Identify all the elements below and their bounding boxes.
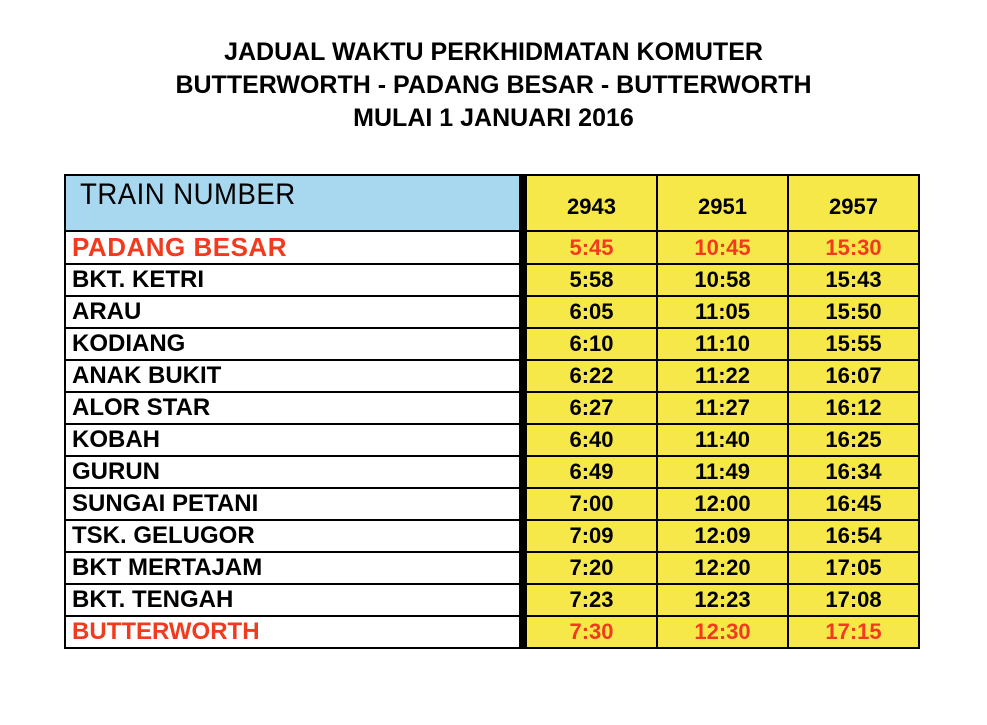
table-row xyxy=(65,520,919,552)
departure-time: 16:25 xyxy=(788,424,919,456)
station-name: KODIANG xyxy=(65,328,520,360)
title-line-3: MULAI 1 JANUARI 2016 xyxy=(353,104,634,132)
departure-time: 7:20 xyxy=(526,552,657,584)
departure-time: 15:30 xyxy=(788,231,919,264)
table-row xyxy=(65,584,919,616)
table-row xyxy=(65,456,919,488)
table-row xyxy=(65,328,919,360)
departure-time: 16:45 xyxy=(788,488,919,520)
table-row xyxy=(65,424,919,456)
departure-time: 15:43 xyxy=(788,264,919,296)
departure-time: 12:09 xyxy=(657,520,788,552)
departure-time: 17:08 xyxy=(788,584,919,616)
departure-time: 11:27 xyxy=(657,392,788,424)
station-name: BKT. KETRI xyxy=(65,264,520,296)
departure-time: 7:09 xyxy=(526,520,657,552)
departure-time: 11:49 xyxy=(657,456,788,488)
table-row xyxy=(65,360,919,392)
station-name: ARAU xyxy=(65,296,520,328)
station-name: KOBAH xyxy=(65,424,520,456)
station-name: BUTTERWORTH xyxy=(65,616,520,648)
departure-time: 5:58 xyxy=(526,264,657,296)
departure-time: 17:15 xyxy=(788,616,919,648)
departure-time: 7:23 xyxy=(526,584,657,616)
station-name: ALOR STAR xyxy=(65,392,520,424)
departure-time: 7:00 xyxy=(526,488,657,520)
table-row xyxy=(65,552,919,584)
departure-time: 6:27 xyxy=(526,392,657,424)
departure-time: 6:49 xyxy=(526,456,657,488)
departure-time: 17:05 xyxy=(788,552,919,584)
train-number-2957: 2957 xyxy=(788,175,919,231)
title-line-1: JADUAL WAKTU PERKHIDMATAN KOMUTER xyxy=(224,38,763,66)
departure-time: 15:50 xyxy=(788,296,919,328)
table-row xyxy=(65,296,919,328)
departure-time: 12:00 xyxy=(657,488,788,520)
station-name: PADANG BESAR xyxy=(65,231,520,264)
departure-time: 6:22 xyxy=(526,360,657,392)
table-row xyxy=(65,488,919,520)
departure-time: 6:10 xyxy=(526,328,657,360)
departure-time: 16:34 xyxy=(788,456,919,488)
timetable xyxy=(64,174,920,649)
departure-time: 12:20 xyxy=(657,552,788,584)
station-name: BKT MERTAJAM xyxy=(65,552,520,584)
table-row xyxy=(65,392,919,424)
station-name: TSK. GELUGOR xyxy=(65,520,520,552)
departure-time: 16:12 xyxy=(788,392,919,424)
departure-time: 11:10 xyxy=(657,328,788,360)
station-name: GURUN xyxy=(65,456,520,488)
table-row xyxy=(65,616,919,648)
departure-time: 16:54 xyxy=(788,520,919,552)
table-row xyxy=(65,231,919,264)
header-row xyxy=(65,175,919,231)
departure-time: 6:05 xyxy=(526,296,657,328)
header-label: TRAIN NUMBER xyxy=(65,175,520,231)
table-row xyxy=(65,264,919,296)
departure-time: 11:40 xyxy=(657,424,788,456)
train-number-2951: 2951 xyxy=(657,175,788,231)
departure-time: 5:45 xyxy=(526,231,657,264)
departure-time: 7:30 xyxy=(526,616,657,648)
departure-time: 12:23 xyxy=(657,584,788,616)
train-number-2943: 2943 xyxy=(526,175,657,231)
timetable-title xyxy=(0,36,987,135)
departure-time: 15:55 xyxy=(788,328,919,360)
departure-time: 6:40 xyxy=(526,424,657,456)
departure-time: 10:45 xyxy=(657,231,788,264)
station-name: ANAK BUKIT xyxy=(65,360,520,392)
departure-time: 10:58 xyxy=(657,264,788,296)
station-name: SUNGAI PETANI xyxy=(65,488,520,520)
departure-time: 16:07 xyxy=(788,360,919,392)
title-line-2: BUTTERWORTH - PADANG BESAR - BUTTERWORTH xyxy=(175,71,812,99)
departure-time: 12:30 xyxy=(657,616,788,648)
departure-time: 11:22 xyxy=(657,360,788,392)
departure-time: 11:05 xyxy=(657,296,788,328)
station-name: BKT. TENGAH xyxy=(65,584,520,616)
